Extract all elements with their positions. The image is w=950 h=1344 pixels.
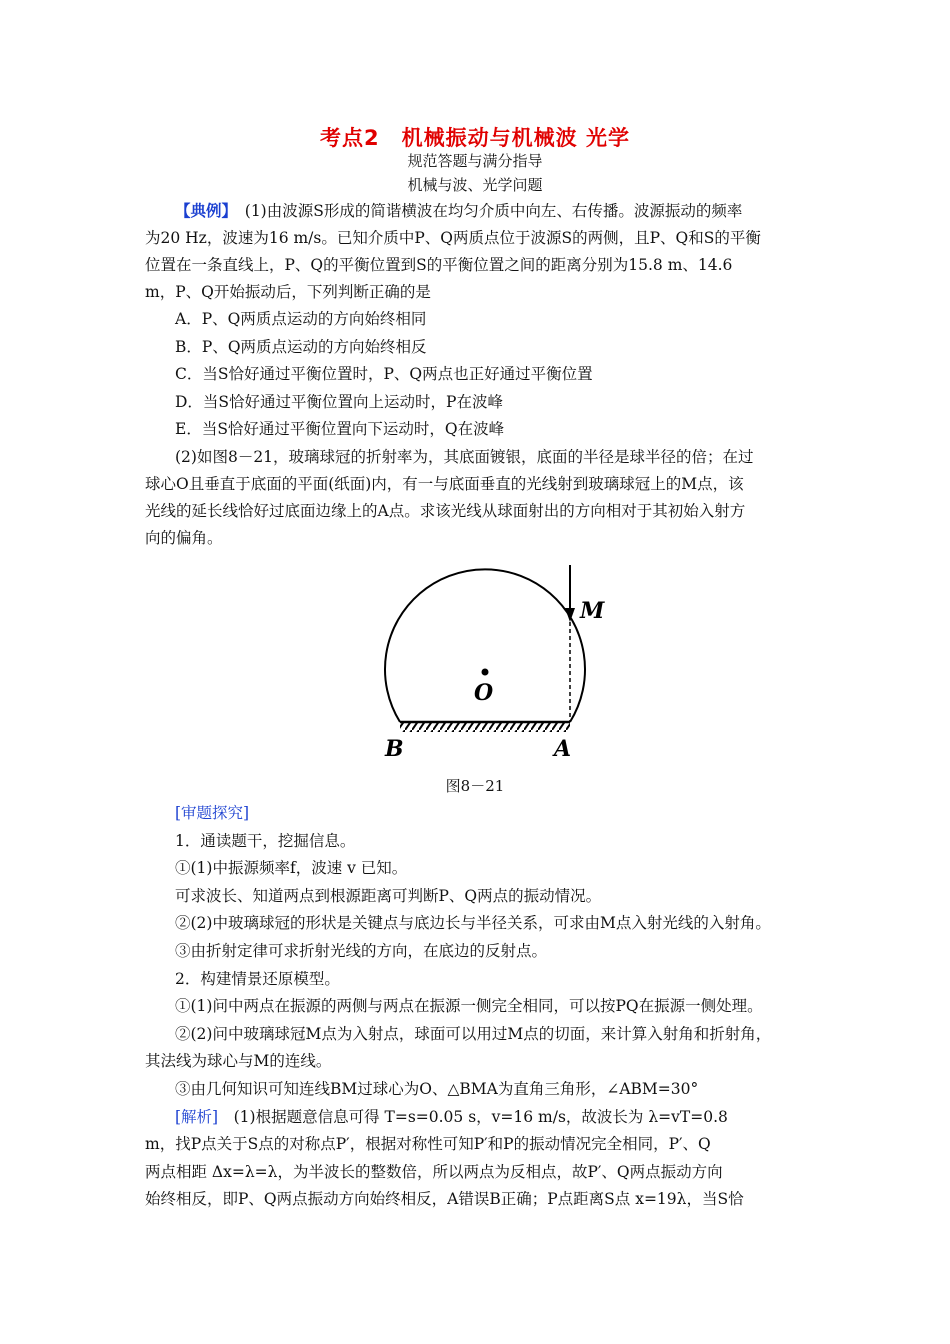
label-a: A	[554, 736, 572, 762]
example-line-3: 位置在一条直线上，P、Q的平衡位置到S的平衡位置之间的距离分别为15.8 m、14.6	[145, 256, 733, 274]
example-line-4: m，P、Q开始振动后，下列判断正确的是	[145, 283, 431, 301]
analysis-step-2b-cont: 其法线为球心与M的连线。	[145, 1052, 332, 1070]
figure-caption: 图8－21	[445, 777, 505, 795]
analysis-step-2b: ②(2)问中玻璃球冠M点为入射点，球面可以用过M点的切面，来计算入射角和折射角，	[175, 1025, 772, 1043]
analysis-step-1a: ①(1)中振源频率f，波速 v 已知。	[175, 859, 408, 877]
analysis-step-2a: ①(1)问中两点在振源的两侧与两点在振源一侧完全相同，可以按PQ在振源一侧处理。	[175, 997, 763, 1015]
example-tag: 【典例】	[175, 201, 230, 220]
problem2-line-2: 球心O且垂直于底面的平面(纸面)内，有一与底面垂直的光线射到玻璃球冠上的M点，该	[145, 475, 744, 493]
option-e: E．当S恰好通过平衡位置向下运动时，Q在波峰	[175, 420, 505, 438]
solution-line-4: 始终相反，即P、Q两点振动方向始终相反，A错误B正确；P点距离S点 x=19λ，当S恰	[145, 1190, 744, 1208]
silvered-base-hatch	[400, 723, 570, 732]
analysis-tag-text: [审题探究]	[175, 804, 250, 822]
analysis-tag	[175, 801, 835, 825]
option-d: D．当S恰好通过平衡位置向上运动时，P在波峰	[175, 393, 503, 411]
option-c: C．当S恰好通过平衡位置时，P、Q两点也正好通过平衡位置	[175, 365, 593, 383]
analysis-step-1: 1．通读题干，挖掘信息。	[175, 832, 356, 850]
analysis-step-1b: 可求波长、知道两点到根源距离可判断P、Q两点的振动情况。	[175, 887, 602, 905]
option-a: A．P、Q两质点运动的方向始终相同	[175, 310, 427, 328]
solution-line-3: 两点相距 Δx=λ=λ，为半波长的整数倍，所以两点为反相点，故P′、Q两点振动方向	[145, 1163, 723, 1181]
arrow-head-icon	[565, 608, 575, 622]
label-m: M	[580, 598, 605, 624]
option-b: B．P、Q两质点运动的方向始终相反	[175, 338, 427, 356]
analysis-step-1d: ③由折射定律可求折射光线的方向，在底边的反射点。	[175, 942, 548, 960]
solution-text-1: (1)根据题意信息可得 T=s=0.05 s，v=16 m/s，故波长为 λ=vT=0.8	[218, 1108, 728, 1126]
subtitle-topic: 机械与波、光学问题	[407, 176, 543, 194]
center-point	[482, 669, 489, 676]
glass-sphere-figure	[370, 560, 610, 770]
problem2-line-1: (2)如图8－21，玻璃球冠的折射率为，其底面镀银，底面的半径是球半径的倍；在过	[175, 448, 754, 466]
example-line-1	[175, 199, 835, 223]
example-text-1: (1)由波源S形成的简谐横波在均匀介质中向左、右传播。波源振动的频率	[229, 202, 743, 220]
label-o: O	[474, 680, 494, 706]
subtitle-guidance: 规范答题与满分指导	[407, 152, 543, 170]
solution-tag: [解析]	[175, 1108, 219, 1126]
analysis-step-2: 2．构建情景还原模型。	[175, 970, 340, 988]
solution-line-1	[175, 1105, 835, 1129]
analysis-step-1c: ②(2)中玻璃球冠的形状是关键点与底边长与半径关系，可求由M点入射光线的入射角。	[175, 914, 771, 932]
example-line-2: 为20 Hz，波速为16 m/s。已知介质中P、Q两质点位于波源S的两侧，且P、Q和S的平衡	[145, 229, 761, 247]
label-b: B	[385, 736, 404, 762]
page-title: 考点2 机械振动与机械波 光学	[320, 126, 630, 150]
problem2-line-4: 向的偏角。	[145, 529, 223, 547]
solution-line-2: m，找P点关于S点的对称点P′，根据对称性可知P′和P的振动情况完全相同，P′、Q	[145, 1135, 711, 1153]
analysis-step-2d: ③由几何知识可知连线BM过球心为O、△BMA为直角三角形，∠ABM=30°	[175, 1080, 699, 1098]
problem2-line-3: 光线的延长线恰好过底面边缘上的A点。求该光线从球面射出的方向相对于其初始入射方	[145, 502, 746, 520]
